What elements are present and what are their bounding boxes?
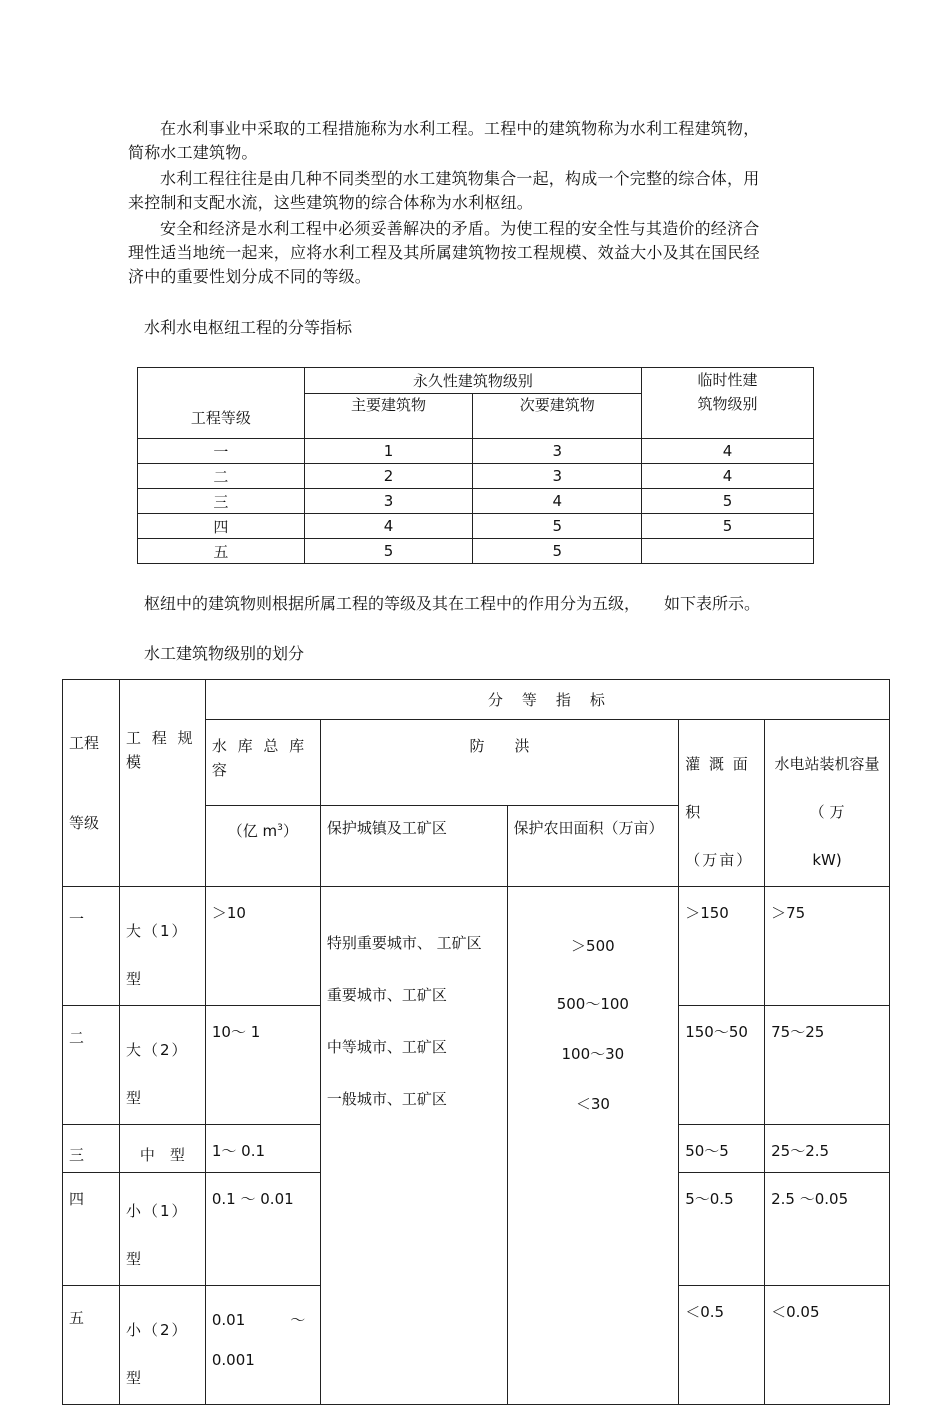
temporary-cell: 4 [642, 464, 814, 489]
temporary-cell: 5 [642, 514, 814, 539]
hydro-cell: 2.5 ～0.05 [765, 1173, 890, 1286]
reservoir-unit-superscript: 3 [277, 822, 283, 833]
flood-city-cell [320, 887, 507, 1405]
grade-cell: 四 [63, 1173, 120, 1286]
irrigation-cell: 150～50 [679, 1006, 765, 1125]
reservoir-unit-close: ） [282, 821, 298, 840]
scale-cell: 大（1）型 [119, 887, 205, 1006]
intro-paragraph-3: 安全和经济是水利工程中必须妥善解决的矛盾。为使工程的安全性与其造价的经济合理性适当地统一起来，应将水利工程及其所属建筑物按工程规模、效益大小及其在国民经济中的重要性划分成不同的等级。 [128, 219, 760, 286]
table-row [138, 489, 814, 514]
hydro-cell: 25～2.5 [765, 1125, 890, 1173]
flood-city-value: 重要城市、工矿区 [326, 986, 447, 1004]
table2-caption: 水工建筑物级别的划分 [144, 644, 305, 663]
hydro-cell: 75～25 [765, 1006, 890, 1125]
flood-city-value: 中等城市、工矿区 [326, 1038, 447, 1056]
header-irrigation-label: 灌 溉 面 积 [685, 755, 750, 821]
header-main: 主要建筑物 [304, 394, 473, 439]
flood-farm-value: 100～30 [561, 1045, 625, 1063]
main-cell: 2 [304, 464, 473, 489]
hydro-cell: ＜0.05 [765, 1286, 890, 1405]
header-grade [63, 680, 120, 887]
temporary-cell: 4 [642, 439, 814, 464]
secondary-cell: 3 [473, 464, 642, 489]
reservoir-cell: 0.01 ～ 0.001 [205, 1286, 320, 1405]
grade-cell: 三 [63, 1125, 120, 1173]
secondary-cell: 5 [473, 514, 642, 539]
header-flood: 防 洪 [320, 720, 678, 806]
scale-cell: 小（1）型 [119, 1173, 205, 1286]
grade-cell: 三 [138, 489, 305, 514]
secondary-cell: 4 [473, 489, 642, 514]
reservoir-cell: ＞10 [205, 887, 320, 1006]
header-flood-farm: 保护农田面积（万亩） [507, 805, 679, 886]
secondary-cell: 5 [473, 539, 642, 564]
table-row [63, 887, 890, 1006]
table-row [138, 539, 814, 564]
header-hydro-label: 水电站装机容量（ 万 [774, 755, 880, 821]
reservoir-unit-text: （亿 m [227, 821, 278, 840]
irrigation-cell: 5～0.5 [679, 1173, 765, 1286]
main-cell: 1 [304, 439, 473, 464]
scale-cell: 小（2）型 [119, 1286, 205, 1405]
grade-cell: 二 [138, 464, 305, 489]
table1-caption: 水利水电枢纽工程的分等指标 [144, 318, 353, 337]
reservoir-cell: 10～ 1 [205, 1006, 320, 1125]
header-reservoir-unit [205, 805, 320, 886]
flood-farm-value: ＜30 [575, 1095, 610, 1113]
table-row [138, 439, 814, 464]
header-grade-line-2: 等级 [69, 814, 100, 832]
grade-cell: 五 [138, 539, 305, 564]
flood-farm-cell [507, 887, 679, 1405]
intro-paragraph-1: 在水利事业中采取的工程措施称为水利工程。工程中的建筑物称为水利工程建筑物，简称水工建筑物。 [128, 119, 760, 162]
header-flood-city: 保护城镇及工矿区 [320, 805, 507, 886]
secondary-cell: 3 [473, 439, 642, 464]
header-irrigation [679, 720, 765, 887]
header-temporary: 临时性建筑物级别 [642, 368, 814, 439]
header-hydro [765, 720, 890, 887]
temporary-cell [642, 539, 814, 564]
temporary-cell: 5 [642, 489, 814, 514]
grade-cell: 一 [63, 887, 120, 1006]
flood-farm-value: 500～100 [556, 995, 629, 1013]
flood-city-value: 一般城市、工矿区 [326, 1090, 447, 1108]
reservoir-cell: 0.1 ～ 0.01 [205, 1173, 320, 1286]
grade-cell: 五 [63, 1286, 120, 1405]
header-permanent: 永久性建筑物级别 [304, 368, 641, 394]
header-hydro-unit: kW) [812, 851, 842, 869]
header-scale: 工 程 规 模 [119, 680, 205, 887]
main-cell: 3 [304, 489, 473, 514]
header-secondary: 次要建筑物 [473, 394, 642, 439]
classification-note: 枢纽中的建筑物则根据所属工程的等级及其在工程中的作用分为五级， 如下表所示。 [144, 594, 761, 613]
grade-cell: 一 [138, 439, 305, 464]
header-grade: 工程等级 [138, 368, 305, 439]
scale-cell: 大（2）型 [119, 1006, 205, 1125]
grade-cell: 四 [138, 514, 305, 539]
irrigation-cell: 50～5 [679, 1125, 765, 1173]
header-reservoir: 水 库 总 库 容 [205, 720, 320, 806]
irrigation-cell: ＜0.5 [679, 1286, 765, 1405]
table-row [138, 464, 814, 489]
intro-paragraph-2: 水利工程往往是由几种不同类型的水工建筑物集合一起，构成一个完整的综合体，用来控制和支配水流，这些建筑物的综合体称为水利枢纽。 [128, 169, 760, 212]
irrigation-cell: ＞150 [679, 887, 765, 1006]
flood-city-value: 特别重要城市、 工矿区 [326, 934, 482, 952]
header-index: 分 等 指 标 [205, 680, 889, 720]
scale-cell: 中 型 [119, 1125, 205, 1173]
hydro-cell: ＞75 [765, 887, 890, 1006]
flood-farm-value: ＞500 [571, 937, 615, 955]
reservoir-cell: 1～ 0.1 [205, 1125, 320, 1173]
main-cell: 5 [304, 539, 473, 564]
main-cell: 4 [304, 514, 473, 539]
grade-cell: 二 [63, 1006, 120, 1125]
header-irrigation-unit: （万亩） [685, 851, 754, 869]
header-grade-line-1: 工程 [69, 734, 100, 752]
table-row [138, 514, 814, 539]
grading-index-table [137, 367, 814, 564]
building-class-table [62, 679, 890, 1405]
